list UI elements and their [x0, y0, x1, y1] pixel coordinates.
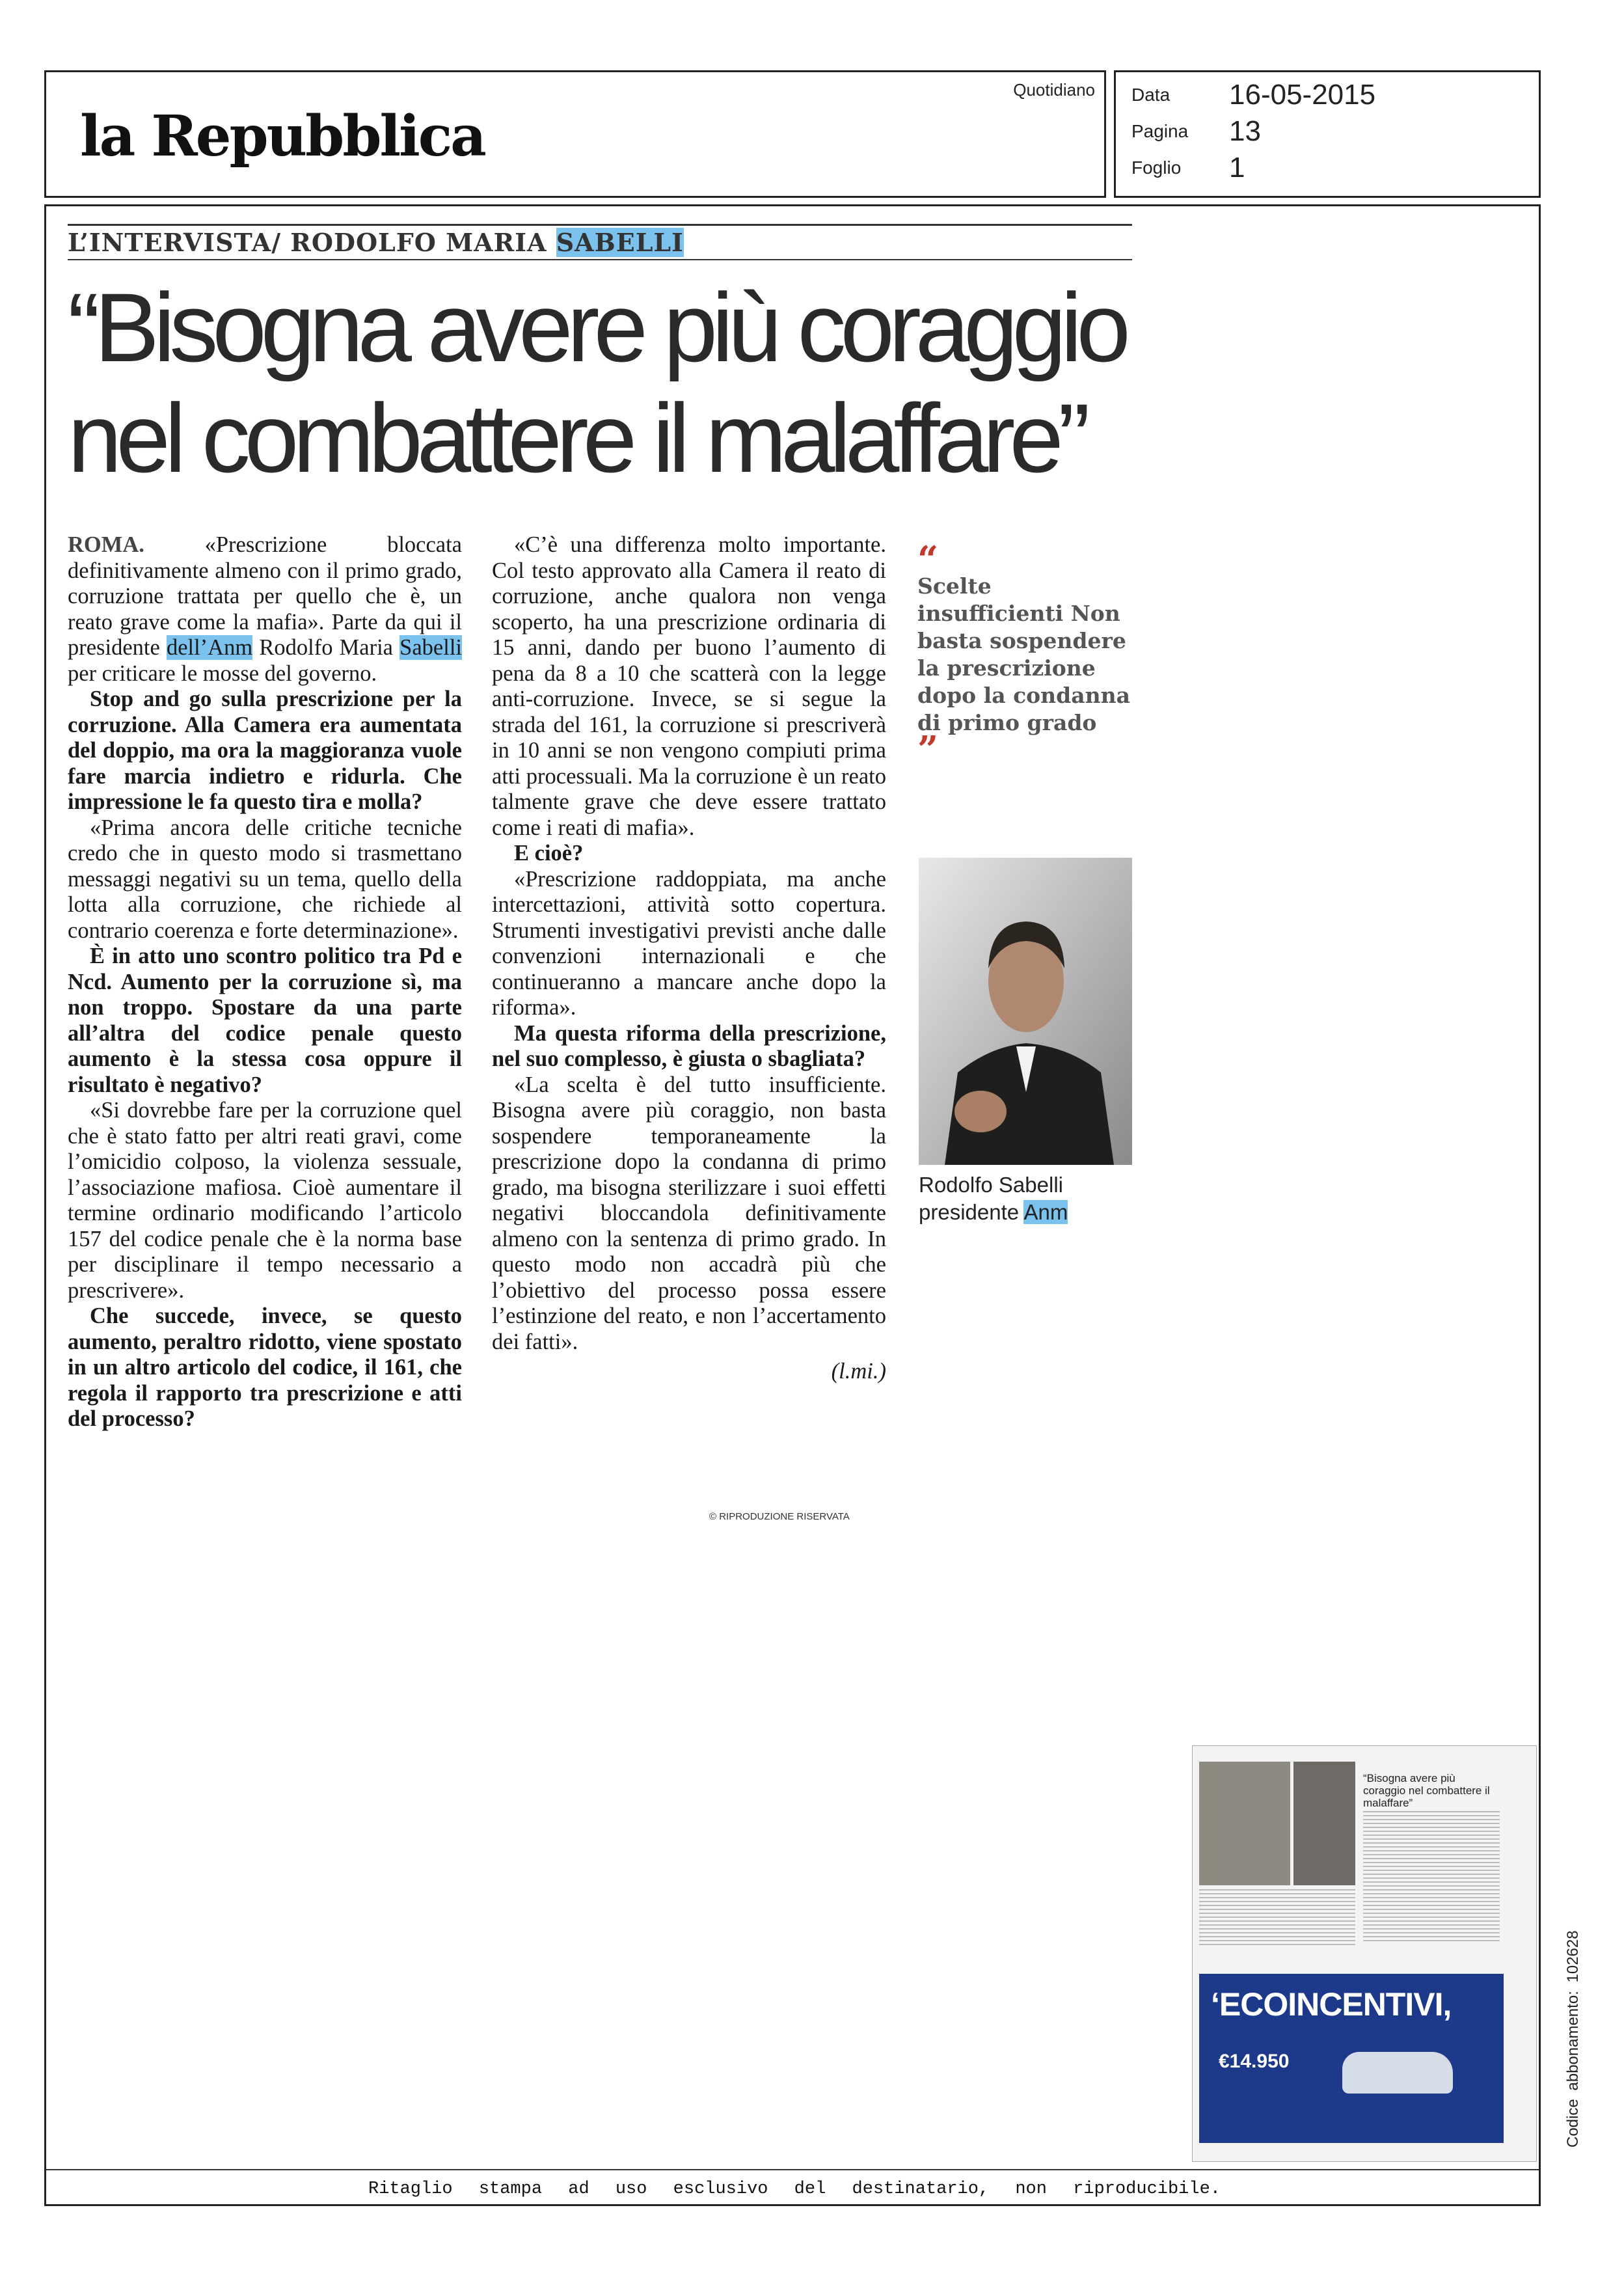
question-5: Ma questa riforma della prescrizione, nel suo complesso, è giusta o sbagliata? [492, 1020, 886, 1071]
thumbnail-ad [1199, 1974, 1504, 2143]
question-2: È in atto uno scontro politico tra Pd e Ncd. Aumento per la corruzione sì, ma non troppo. Spostare da una parte all’altra del codice penale questo aumento è la stessa cosa oppure il risultato è negativo? [68, 944, 462, 1097]
kicker-rule [68, 259, 1132, 260]
answer-5: «La scelta è del tutto insufficiente. Bisogna avere più coraggio, non basta sospendere temporaneamente la prescrizione dopo la condanna di primo grado, ma bisogna sterilizzare i suoi effetti negativi bloccandola definitivamente almeno con la sentenza di primo grado. In questo modo non accadrà più che l’obiettivo del processo possa essere l’estinzione del reato, e non l’accertamento dei fatti». [492, 1072, 886, 1354]
intro-text-a: «Prescrizione bloccata definitivamente almeno con il primo grado, corruzione trattata per quello che è, un reato grave come la mafia». Parte da qui il presidente [68, 532, 462, 660]
publication-type: Quotidiano [1013, 80, 1095, 100]
close-quote-icon: ” [917, 728, 939, 771]
thumbnail-photo-1 [1199, 1762, 1290, 1885]
caption-role [919, 1199, 1068, 1226]
article-column-2 [492, 532, 886, 1385]
meta-page-label: Pagina [1131, 121, 1189, 141]
answer-3: «C’è una differenza molto importante. Col testo approvato alla Camera il reato di corruzione, anche qualora non venga scoperto, ha una prescrizione ordinaria di 15 anni, dando per buono l’aumento di pena da 8 a 10 che scatterà con la legge anti-corruzione. Invece, se si segue la strada del 161, la corruzione si prescriverà in 10 anni se non vengono compiuti prima atti processuali. Ma la corruzione è un reato talmente grave che deve essere trattato come i reati di mafia». [492, 532, 886, 840]
thumbnail-photo-2 [1293, 1762, 1355, 1885]
intro-text-b: Rodolfo Maria [252, 635, 400, 660]
thumbnail-text-lines-2 [1199, 1889, 1355, 1948]
copyright-note: © RIPRODUZIONE RISERVATA [709, 1511, 850, 1522]
subscription-code-label: Codice abbonamento: [1564, 1991, 1582, 2148]
answer-2: «Si dovrebbe fare per la corruzione quel che è stato fatto per altri reati gravi, come l’omicidio colposo, la violenza sessuale, l’associazione mafiosa. Cioè aumentare il termine ordinario modificando l’articolo 157 del codice penale che è la norma base per disciplinare il tempo necessario a prescrivere». [68, 1098, 462, 1303]
masthead [44, 70, 1106, 198]
article-headline [68, 272, 1135, 493]
caption-highlight-anm: Anm [1023, 1200, 1068, 1224]
intro-highlight-sabelli: Sabelli [399, 635, 462, 660]
meta-date-row [1131, 79, 1375, 111]
thumbnail-ad-title: ‘ECOINCENTIVI, [1211, 1986, 1452, 2023]
question-1: Stop and go sulla prescrizione per la corruzione. Alla Camera era aumentata del doppio, ma ora la maggioranza vuole fare marcia indietro e ridurla. Che impressione le fa questo tira e molla? [68, 687, 462, 814]
meta-sheet-value: 1 [1229, 152, 1245, 184]
meta-date-value: 16-05-2015 [1229, 79, 1376, 111]
thumbnail-text-lines [1363, 1811, 1500, 1941]
kicker-text: L’INTERVISTA/ RODOLFO MARIA [68, 228, 556, 257]
article-intro [68, 532, 462, 687]
intro-text-c: per criticare le mosse del governo. [68, 661, 377, 686]
author-signature: (l.mi.) [831, 1359, 886, 1384]
meta-date-label: Data [1131, 85, 1171, 105]
page-thumbnail [1192, 1745, 1537, 2162]
portrait-illustration [919, 858, 1132, 1165]
question-3: Che succede, invece, se questo aumento, peraltro ridotto, viene spostato in un altro articolo del codice, il 161, che regola il rapporto tra prescrizione e atti del processo? [68, 1303, 462, 1431]
kicker-highlight: SABELLI [556, 228, 684, 257]
answer-1: «Prima ancora delle critiche tecniche credo che in questo modo si trasmettano messaggi negativi su un tema, quello della lotta alla corruzione, che richiede al contrario coerenza e forte determinazione». [68, 815, 462, 943]
pull-quote [917, 538, 1132, 771]
thumbnail-headline: “Bisogna avere più coraggio nel combattere il malaffare” [1363, 1772, 1490, 1809]
thumbnail-ad-price: €14.950 [1219, 2051, 1290, 2072]
subscription-code [1564, 1930, 1582, 2148]
meta-page-value: 13 [1229, 115, 1261, 147]
open-quote-icon: “ [917, 538, 939, 581]
meta-sheet-row [1131, 152, 1245, 184]
meta-page-row [1131, 115, 1261, 148]
photo-caption [919, 1171, 1068, 1226]
footer-notice: Ritaglio stampa ad uso esclusivo del destinatario, non riproducibile. [368, 2179, 1221, 2199]
dateline: ROMA. [68, 532, 144, 557]
article-top-rule [68, 224, 1132, 226]
newspaper-logo: la Repubblica [80, 103, 485, 169]
caption-name: Rodolfo Sabelli [919, 1173, 1063, 1197]
footer-divider [46, 2169, 1539, 2170]
meta-sheet-label: Foglio [1131, 157, 1182, 178]
meta-box [1114, 70, 1541, 198]
headline-line-2: nel combattere il malaffare” [68, 383, 1085, 493]
article-column-1 [68, 532, 462, 1432]
portrait-photo [919, 858, 1132, 1165]
thumbnail-ad-car [1342, 2052, 1453, 2094]
pull-quote-text: Scelte insufficienti Non basta sospendere la prescrizione dopo la condanna di primo grado [917, 573, 1130, 735]
intro-highlight-anm: dell’Anm [166, 635, 253, 660]
answer-4: «Prescrizione raddoppiata, ma anche intercettazioni, attività sotto copertura. Strumenti investigativi previsti anche dalle convenzioni internazionali e che continueranno a mancare anche dopo la riforma». [492, 866, 886, 1020]
headline-line-1: “Bisogna avere più coraggio [68, 273, 1125, 382]
subscription-code-value: 102628 [1564, 1930, 1582, 1983]
question-4: E cioè? [514, 841, 584, 866]
caption-role-text: presidente [919, 1200, 1024, 1224]
article-kicker [68, 228, 684, 257]
